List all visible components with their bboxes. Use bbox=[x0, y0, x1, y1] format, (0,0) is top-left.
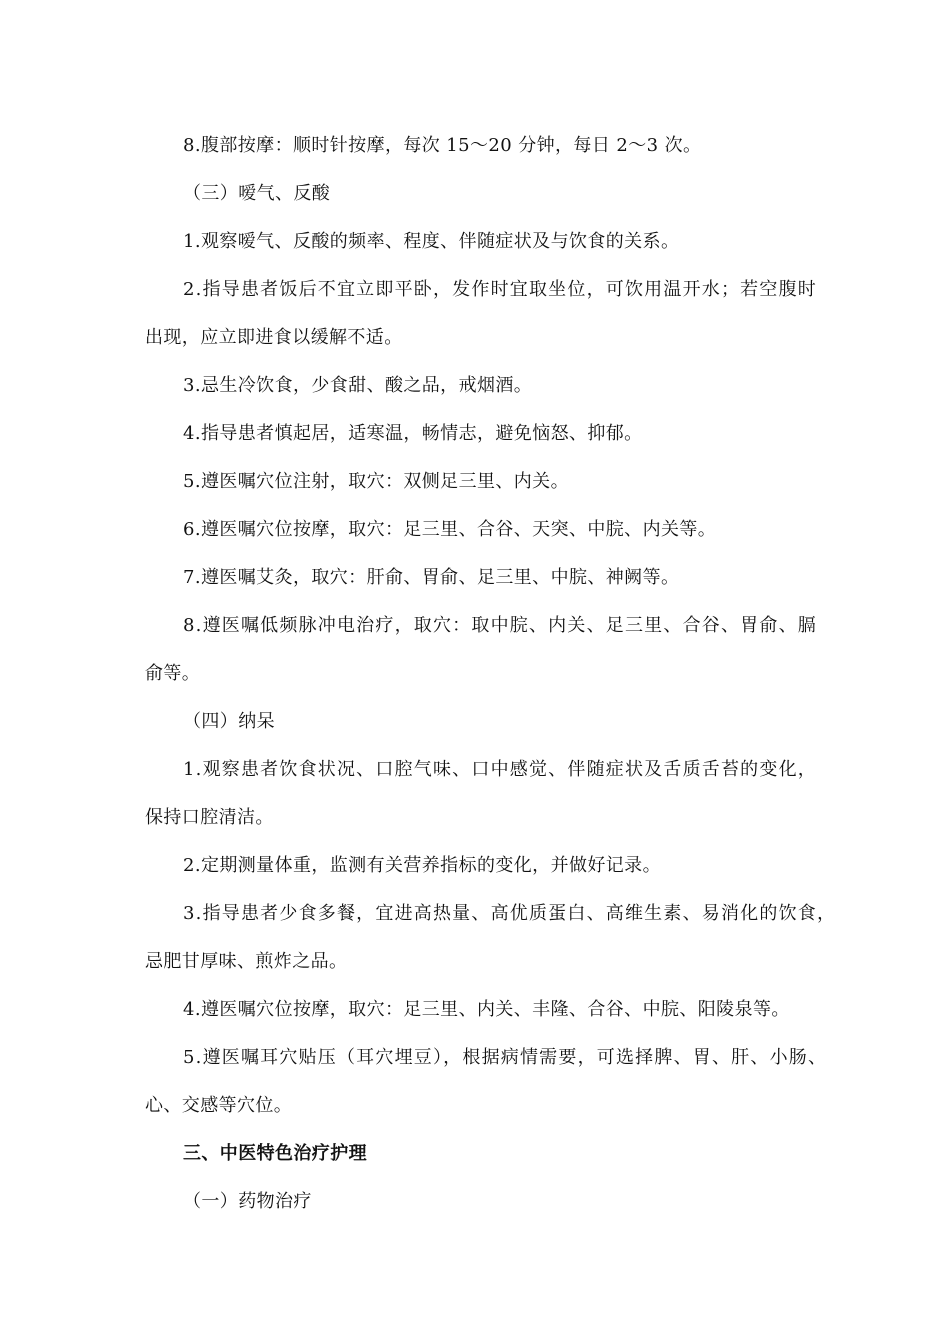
paragraph-line: 3.忌生冷饮食，少食甜、酸之品，戒烟酒。 bbox=[183, 375, 533, 396]
paragraph-line: 5.遵医嘱穴位注射，取穴：双侧足三里、内关。 bbox=[183, 471, 569, 492]
paragraph-line: 出现，应立即进食以缓解不适。 bbox=[145, 327, 403, 348]
paragraph-line: 5.遵医嘱耳穴贴压（耳穴埋豆），根据病情需要，可选择脾、胃、肝、小肠、 bbox=[183, 1047, 828, 1068]
paragraph-line: 俞等。 bbox=[145, 663, 201, 684]
paragraph-line: 1.观察嗳气、反酸的频率、程度、伴随症状及与饮食的关系。 bbox=[183, 231, 680, 252]
section-heading: 三、中医特色治疗护理 bbox=[183, 1143, 367, 1164]
paragraph-line: 保持口腔清洁。 bbox=[145, 807, 274, 828]
paragraph-line: 2.指导患者饭后不宜立即平卧，发作时宜取坐位，可饮用温开水；若空腹时 bbox=[183, 279, 817, 300]
paragraph-line: 2.定期测量体重，监测有关营养指标的变化，并做好记录。 bbox=[183, 855, 661, 876]
paragraph-line: 7.遵医嘱艾灸，取穴：肝俞、胃俞、足三里、中脘、神阙等。 bbox=[183, 567, 680, 588]
subsection-heading: （三）嗳气、反酸 bbox=[183, 183, 331, 204]
subsection-heading: （四）纳呆 bbox=[183, 711, 275, 732]
paragraph-line: 心、交感等穴位。 bbox=[145, 1095, 293, 1116]
paragraph-line: 3.指导患者少食多餐，宜进高热量、高优质蛋白、高维生素、易消化的饮食， bbox=[183, 903, 837, 924]
subsection-heading: （一）药物治疗 bbox=[183, 1191, 312, 1212]
paragraph-line: 1.观察患者饮食状况、口腔气味、口中感觉、伴随症状及舌质舌苔的变化， bbox=[183, 759, 817, 780]
paragraph-line: 忌肥甘厚味、煎炸之品。 bbox=[145, 951, 348, 972]
paragraph-line: 4.指导患者慎起居，适寒温，畅情志，避免恼怒、抑郁。 bbox=[183, 423, 643, 444]
paragraph-line: 8.遵医嘱低频脉冲电治疗，取穴：取中脘、内关、足三里、合谷、胃俞、膈 bbox=[183, 615, 817, 636]
paragraph-line: 6.遵医嘱穴位按摩，取穴：足三里、合谷、天突、中脘、内关等。 bbox=[183, 519, 717, 540]
paragraph-line: 8.腹部按摩：顺时针按摩，每次 15～20 分钟，每日 2～3 次。 bbox=[183, 135, 702, 156]
paragraph-line: 4.遵医嘱穴位按摩，取穴：足三里、内关、丰隆、合谷、中脘、阳陵泉等。 bbox=[183, 999, 790, 1020]
